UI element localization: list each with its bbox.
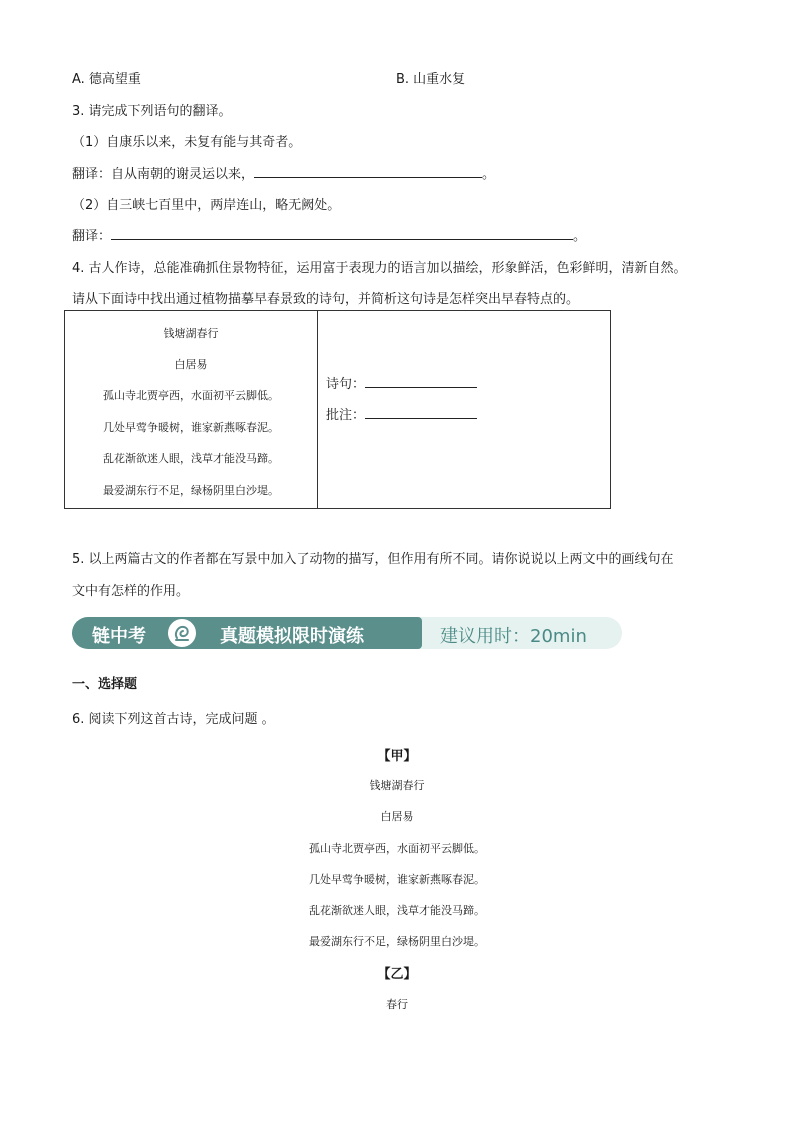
swirl-icon xyxy=(168,619,196,647)
yi-title: 春行 xyxy=(386,998,408,1011)
translation1-end: 。 xyxy=(482,167,496,182)
poem-line: 乱花渐欲迷人眼，浅草才能没马蹄。 xyxy=(103,452,279,465)
note-label: 批注： xyxy=(326,408,366,423)
q4-line1: 4. 古人作诗，总能准确抓住景物特征，运用富于表现力的语言加以描绘，形象鲜活，色彩鲜明，清新自然。 xyxy=(72,261,687,276)
banner-time: 建议用时：20min xyxy=(440,626,587,647)
q5-line2: 文中有怎样的作用。 xyxy=(72,584,190,599)
q3-item2: （2）自三峡七百里中，两岸连山，略无阙处。 xyxy=(72,198,341,213)
note-blank[interactable] xyxy=(365,406,477,419)
poem-line: 最爱湖东行不足，绿杨阴里白沙堤。 xyxy=(103,484,279,497)
banner-left-label: 链中考 xyxy=(92,626,146,647)
translation1-label: 翻译：自从南朝的谢灵运以来， xyxy=(72,167,255,182)
translation2-blank[interactable] xyxy=(111,227,573,240)
banner-arrow xyxy=(410,617,420,649)
q4-line2: 请从下面诗中找出通过植物描摹早春景致的诗句，并简析这句诗是怎样突出早春特点的。 xyxy=(72,292,580,307)
answer-cell xyxy=(318,311,611,509)
poem-author: 白居易 xyxy=(174,358,208,371)
q3-item1: （1）自康乐以来，未复有能与其奇者。 xyxy=(72,135,302,150)
jia-line: 乱花渐欲迷人眼，浅草才能没马蹄。 xyxy=(309,904,485,917)
jia-title: 钱塘湖春行 xyxy=(369,779,425,792)
verse-blank[interactable] xyxy=(365,375,477,388)
option-a: A. 德高望重 xyxy=(72,72,141,87)
banner-title: 真题模拟限时演练 xyxy=(220,626,364,647)
q3-prompt: 3. 请完成下列语句的翻译。 xyxy=(72,104,232,119)
jia-line: 孤山寺北贾亭西，水面初平云脚低。 xyxy=(309,842,485,855)
translation2-end: 。 xyxy=(573,229,587,244)
verse-label: 诗句： xyxy=(326,377,366,392)
option-b: B. 山重水复 xyxy=(396,72,466,87)
poem-line: 孤山寺北贾亭西，水面初平云脚低。 xyxy=(103,389,279,402)
jia-line: 最爱湖东行不足，绿杨阴里白沙堤。 xyxy=(309,935,485,948)
translation2-label: 翻译： xyxy=(72,229,112,244)
poem-title: 钱塘湖春行 xyxy=(163,327,219,340)
banner-badge-icon xyxy=(166,617,198,649)
answer-note xyxy=(326,404,477,423)
q5-line1: 5. 以上两篇古文的作者都在写景中加入了动物的描写，但作用有所不同。请你说说以上两文中的画线句在 xyxy=(72,552,674,567)
q6-prompt: 6. 阅读下列这首古诗，完成问题 。 xyxy=(72,712,275,727)
translation1-blank[interactable] xyxy=(254,165,482,178)
poem-cell xyxy=(65,311,318,509)
q3-translation1 xyxy=(72,163,495,182)
jia-line: 几处早莺争暖树，谁家新燕啄春泥。 xyxy=(309,873,485,886)
poem-answer-table xyxy=(64,310,611,509)
q3-translation2 xyxy=(72,225,586,244)
yi-label: 【乙】 xyxy=(377,967,417,982)
section-banner xyxy=(72,617,622,649)
poem-line: 几处早莺争暖树，谁家新燕啄春泥。 xyxy=(103,421,279,434)
answer-verse xyxy=(326,373,477,392)
jia-author: 白居易 xyxy=(380,810,414,823)
section-heading: 一、选择题 xyxy=(72,677,138,692)
jia-label: 【甲】 xyxy=(377,749,417,764)
